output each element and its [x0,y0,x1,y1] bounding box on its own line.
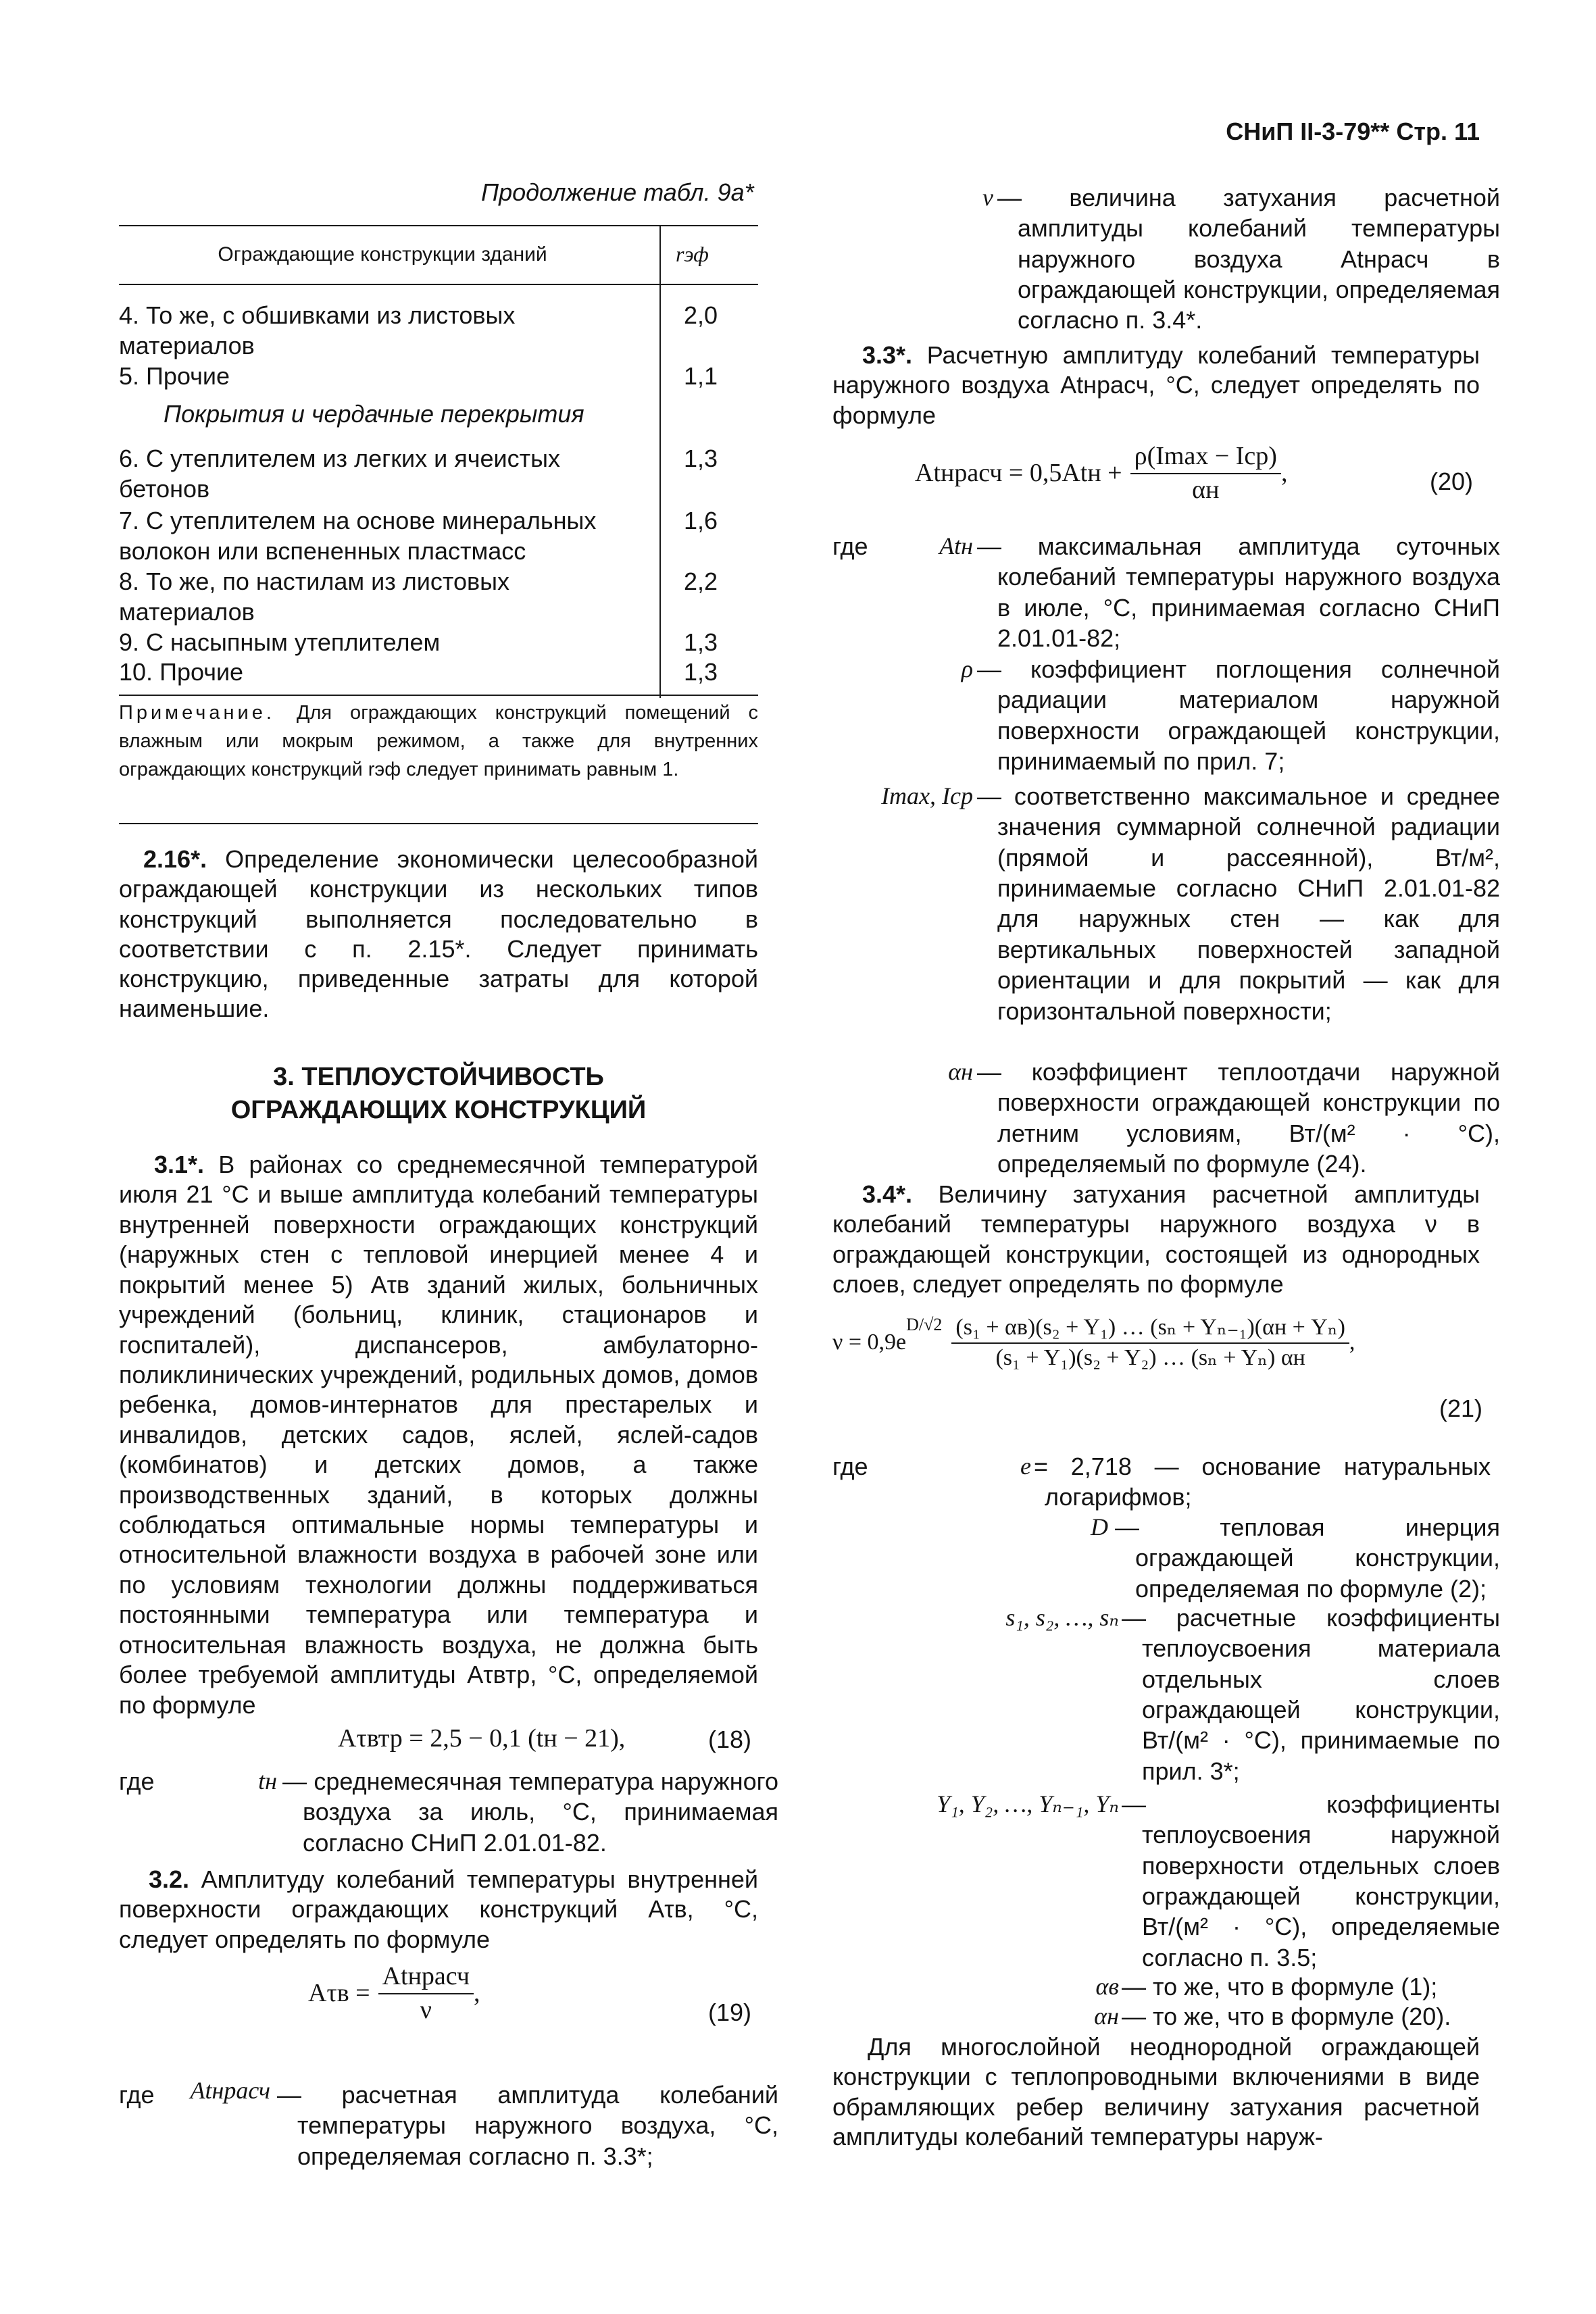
definition-rho: — коэффициент поглощения солнечной радиации материалом наружной поверхности ограждающей конструкции, принимаемый по прил. 7; [977,655,1500,776]
symbol-A-tn: Atн [939,532,973,559]
symbol-tn: tн [258,1767,277,1794]
where-label: где [119,1767,155,1795]
symbol-s: s₁, s₂, …, sₙ [1005,1604,1119,1631]
table-row: 6. С утеплителем из легких и ячеистых бетонов [119,445,560,503]
table-value: 1,3 [684,445,718,472]
symbol-Y: Y₁, Y₂, …, Yₙ₋₁, Yₙ [937,1790,1119,1817]
table-row: 4. То же, с обшивками из листовых материалов [119,301,516,360]
paragraph-2-16: 2.16*. Определение экономически целесообразной ограждающей конструкции из нескольких типов конструкций выполняется последовательно в соответствии с п. 2.15*. Следует принимать конструкцию, приведенные затраты для которой наименьшие. [119,845,758,1023]
table-note: Примечание. Для ограждающих конструкций помещений с влажным или мокрым режимом, а также для внутренних ограждающих конструкций rэф следует принимать равным 1. [119,702,758,781]
symbol-alpha-v: αв [1095,1973,1119,2000]
table-value: 1,1 [684,362,718,390]
where-label: где [832,1453,868,1480]
symbol-e: e [1020,1453,1031,1480]
formula-19: Aτв = $\frac{\text{Atнрасч}}{\nu}$ , [308,1962,480,2024]
definition-Imax-Icp: — соответственно максимальное и среднее значения суммарной солнечной радиации (прямой и рассеянной), Вт/м², принимаемые согласно СНиП 2.01.01-82 для наружных стен — как для вертикальных поверхностей западной ориентации и для покрытий — как для горизонтальной поверхности; [977,782,1500,1025]
symbol-alpha-n-2: αн [1094,2003,1119,2030]
table-header-col1: Ограждающие конструкции зданий [218,243,547,266]
table-value: 1,3 [684,658,718,686]
formula-20: Atнрасч = 0,5Atн + $\frac{\text{ρ(Imax − Iср)}}{\alpha н}$ , [915,442,1288,504]
table-row: 10. Прочие [119,658,244,686]
table-row: 5. Прочие [119,362,230,390]
table-subheading: Покрытия и чердачные перекрытия [164,400,584,428]
definition-e: = 2,718 — основание натуральных логарифмов; [1034,1453,1491,1511]
table-value: 1,3 [684,628,718,656]
table-row: 9. С насыпным утеплителем [119,628,441,656]
definition-alpha-n: — коэффициент теплоотдачи наружной поверхности ограждающей конструкции по летним условиям, Вт/(м² · °С), определяемый по формуле (24). [977,1058,1500,1178]
table-top-rule [119,225,758,226]
formula-20-number: (20) [1430,468,1474,495]
formula-21-number: (21) [1439,1394,1483,1422]
symbol-nu: ν [982,184,993,211]
paragraph-3-3: 3.3*. Расчетную амплитуду колебаний температуры наружного воздуха Atнрасч, °С, следует определять по формуле [832,341,1480,429]
formula-18: Aτвтр = 2,5 − 0,1 (tн − 21), [338,1724,626,1753]
table-bottom-rule [119,695,758,696]
table-row: 8. То же, по настилам из листовых материалов [119,568,509,626]
section-heading: 3. ТЕПЛОУСТОЙЧИВОСТЬ ОГРАЖДАЮЩИХ КОНСТРУКЦИЙ [230,1063,647,1125]
paragraph-3-1: 3.1*. В районах со среднемесячной температурой июля 21 °С и выше амплитуда колебаний температуры внутренней поверхности ограждающих конструкций (наружных стен с тепловой инерцией менее 4 и покрытий менее 5) Aτв зданий жилых, больничных учреждений (больниц, клиник, стационаров и госпиталей), диспансеров, амбулаторно-поликлинических учреждений, родильных домов, домов ребенка, домов-интернатов для престарелых и инвалидов, детских садов, яслей, яслей-садов (комбинатов) и детских домов, а также производственных зданий, в которых должны соблюдаться оптимальные нормы температуры и относительной влажности воздуха в рабочей зоне или по условиям технологии должны поддерживаться постоянными температура или температура и относительная влажность воздуха, не должна быть более требуемой амплитуды Aτвтр, °С, определяемой по формуле [119,1151,758,1719]
note-bottom-rule [119,823,758,824]
definition-nu: — величина затухания расчетной амплитуды колебаний температуры наружного воздуха Atнрасч в ограждающей конструкции, определяемая согласно п. 3.4*. [997,184,1500,334]
table-column-divider [659,225,661,698]
table-value: 1,6 [684,507,718,534]
definition-tn: — среднемесячная температура наружного воздуха за июль, °С, принимаемая согласно СНиП 2.01.01-82. [282,1767,778,1857]
definition-D: — тепловая инерция ограждающей конструкции, определяемая по формуле (2); [1115,1513,1500,1603]
definition-A-tn-rasch: — расчетная амплитуда колебаний температуры наружного воздуха, °С, определяемая согласно п. 3.3*; [277,2081,778,2170]
symbol-D: D [1091,1513,1108,1540]
paragraph-multilayer: Для многослойной неоднородной ограждающей конструкции с теплопроводными включениями в виде обрамляющих ребер величину затухания расчетной амплитуды колебаний температуры наруж- [832,2033,1480,2150]
table-continuation-caption: Продолжение табл. 9а* [481,178,754,206]
where-label: где [119,2081,155,2109]
definition-alpha-v: — то же, что в формуле (1); [1122,1973,1438,2001]
paragraph-3-4: 3.4*. Величину затухания расчетной амплитуды колебаний температуры наружного воздуха ν в ограждающей конструкции, состоящей из однородных слоев, следует определять по формуле [832,1180,1480,1298]
formula-19-number: (19) [708,1998,752,2026]
table-row: 7. С утеплителем на основе минеральных волокон или вспененных пластмасс [119,507,597,565]
formula-18-number: (18) [708,1726,752,1753]
formula-21: ν = 0,9e D/√2 $\frac{\text{(s₁ + αв)(s₂ + Y₁) … (sₙ + Yₙ₋₁)(αн + Yₙ)}}{\text{(s₁ + Y₁)(s₂ + Y₂) … (sₙ + Yₙ) αн}}$ , [832,1315,1355,1370]
table-header-col2: rэф [676,242,709,266]
running-header: СНиП II-3-79** Стр. 11 [1226,118,1480,145]
table-value: 2,0 [684,301,718,329]
table-value: 2,2 [684,568,718,595]
paragraph-3-2: 3.2. Амплитуду колебаний температуры внутренней поверхности ограждающих конструкций Aτв, °С, следует определять по формуле [119,1865,758,1953]
definition-s: — расчетные коэффициенты теплоусвоения материала отдельных слоев ограждающей конструкции, Вт/(м² · °С), принимаемые по прил. 3*; [1122,1604,1500,1785]
table-header-rule [119,284,758,285]
definition-Y: — коэффициенты теплоусвоения наружной поверхности отдельных слоев ограждающей конструкции, Вт/(м² · °С), определяемые согласно п. 3.5; [1122,1790,1500,1971]
symbol-Imax-Icp: Imax, Iср [881,782,973,809]
symbol-A-tn-rasch: Atнрасч [190,2077,270,2104]
definition-alpha-n-2: — то же, что в формуле (20). [1122,2003,1451,2030]
symbol-alpha-n: αн [948,1058,973,1085]
symbol-rho: ρ [961,655,973,682]
where-label: где [832,532,868,560]
definition-A-tn: — максимальная амплитуда суточных колебаний температуры наружного воздуха в июле, °С, принимаемая согласно СНиП 2.01.01-82; [977,532,1500,653]
